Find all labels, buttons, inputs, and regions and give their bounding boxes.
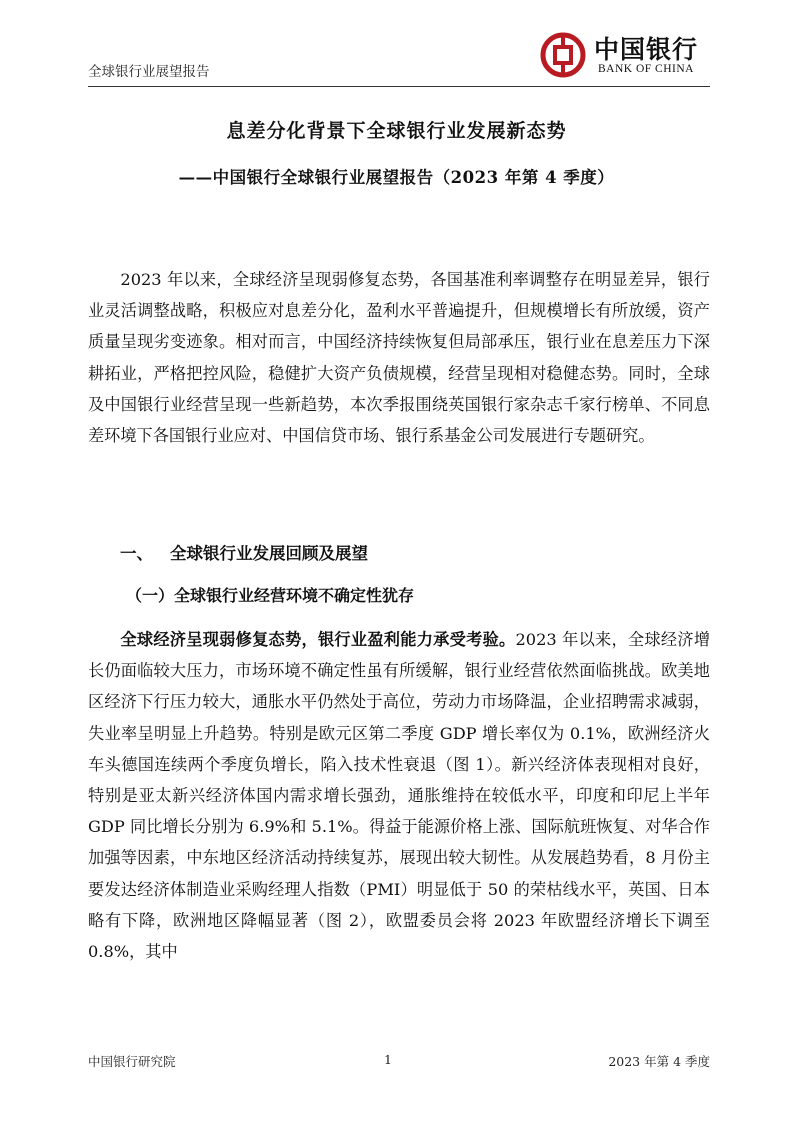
- subsection-heading: （一）全球银行业经营环境不确定性犹存: [126, 586, 415, 605]
- header-divider: [88, 86, 710, 87]
- footer-period: 2023 年第 4 季度: [608, 1054, 710, 1069]
- section-number: 一、: [120, 544, 153, 563]
- page-number: 1: [384, 1052, 392, 1067]
- footer-institute: 中国银行研究院: [88, 1054, 176, 1069]
- logo-english-name: BANK OF CHINA: [598, 63, 694, 75]
- body-paragraph: [88, 624, 710, 967]
- bank-of-china-emblem-icon: [540, 32, 586, 78]
- document-title: 息差分化背景下全球银行业发展新态势: [226, 120, 567, 142]
- page-footer: [88, 1052, 710, 1072]
- section-heading: [120, 540, 368, 564]
- header-title: 全球银行业展望报告: [88, 64, 210, 80]
- paragraph-body-text: 2023 年以来，全球经济增长仍面临较大压力，市场环境不确定性虽有所缓解，银行业经营依然面临挑战。欧美地区经济下行压力较大，通胀水平仍然处于高位，劳动力市场降温，企业招聘需求减弱，失业率呈明显上升趋势。特别是欧元区第二季度 GDP 增长率仅为 0.1%，欧洲经济火车头德国连续两个季度负增长，陷入技术性衰退（图 1）。新兴经济体表现相对良好，特别是亚太新兴经济体国内需求增长强劲，通胀维持在较低水平，印度和印尼上半年 GDP 同比增长分别为 6.9%和 5.1%。得益于能源价格上涨、国际航班恢复、对华合作加强等因素，中东地区经济活动持续复苏，展现出较大韧性。从发展趋势看，8 月份主要发达经济体制造业采购经理人指数（PMI）明显低于 50 的荣枯线水平，英国、日本略有下降，欧洲地区降幅显著（图 2），欧盟委员会将 2023 年欧盟经济增长下调至 0.8%，其中: [88, 630, 711, 962]
- logo-chinese-name: 中国银行: [594, 35, 699, 64]
- bank-of-china-logo: [540, 26, 710, 84]
- paragraph-lead-sentence: 全球经济呈现弱修复态势，银行业盈利能力承受考验。: [120, 630, 516, 649]
- intro-paragraph: 2023 年以来，全球经济呈现弱修复态势，各国基准利率调整存在明显差异，银行业灵活调整战略，积极应对息差分化，盈利水平普遍提升，但规模增长有所放缓，资产质量呈现劣变迹象。相对而言，中国经济持续恢复但局部承压，银行业在息差压力下深耕拓业，严格把控风险，稳健扩大资产负债规模，经营呈现相对稳健态势。同时，全球及中国银行业经营呈现一些新趋势，本次季报围绕英国银行家杂志千家行榜单、不同息差环境下各国银行业应对、中国信贷市场、银行系基金公司发展进行专题研究。: [88, 270, 710, 446]
- page-header: [88, 26, 710, 88]
- section-title: 全球银行业发展回顾及展望: [170, 544, 368, 563]
- document-subtitle: ——中国银行全球银行业展望报告（2023 年第 4 季度）: [178, 168, 615, 187]
